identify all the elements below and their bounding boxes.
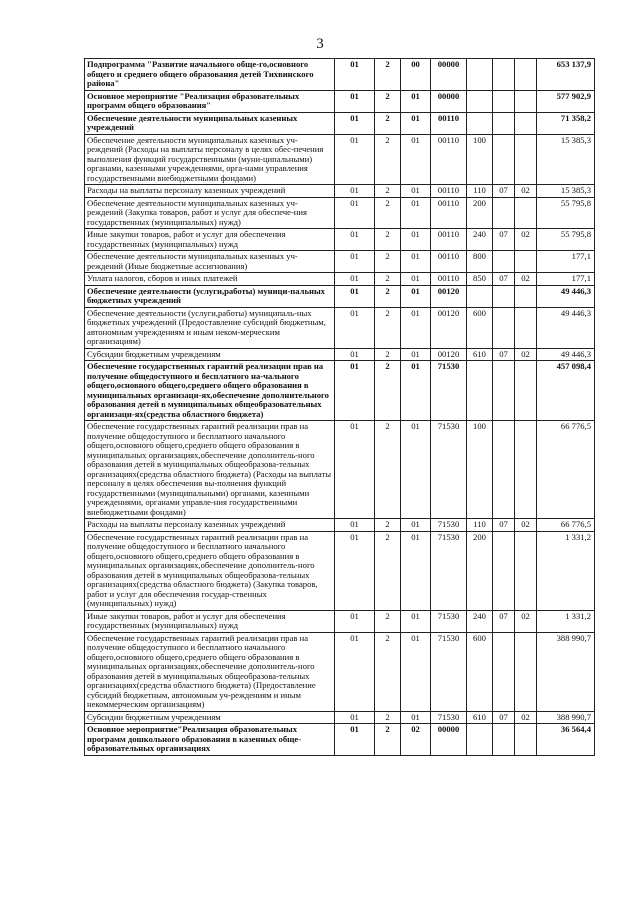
row-name: Обеспечение деятельности муниципальных казенных уч-реждений (Расходы на выплаты персоналу в целях обес-печения выполнения функций государственными (муни-ципальными) органами, казенными учреждениями, орга-нами управления государственными внебюджетными фондами) <box>85 134 335 185</box>
col-direction: 71530 <box>431 711 467 724</box>
col-subprogram: 2 <box>375 112 401 134</box>
col-event: 01 <box>401 251 431 273</box>
col-section <box>493 197 515 229</box>
col-subsection: 02 <box>515 610 537 632</box>
col-section: 07 <box>493 519 515 532</box>
col-program: 01 <box>335 197 375 229</box>
col-event: 01 <box>401 632 431 711</box>
row-name: Обеспечение деятельности муниципальных казенных учреждений <box>85 112 335 134</box>
row-amount: 1 331,2 <box>537 610 595 632</box>
table-row <box>85 251 595 273</box>
row-name: Обеспечение деятельности (услуги,работы) муниципаль-ных бюджетных учреждений (Предоставление субсидий бюджетным, автономным учреждениям и иным неком-мерческим организациям) <box>85 307 335 348</box>
col-subprogram: 2 <box>375 610 401 632</box>
row-amount: 55 795,8 <box>537 197 595 229</box>
table-row <box>85 185 595 198</box>
col-expense-type: 600 <box>467 307 493 348</box>
row-amount: 457 098,4 <box>537 361 595 421</box>
col-subprogram: 2 <box>375 59 401 91</box>
col-section <box>493 361 515 421</box>
col-section <box>493 285 515 307</box>
col-subsection: 02 <box>515 348 537 361</box>
table-row <box>85 361 595 421</box>
col-event: 02 <box>401 724 431 756</box>
col-program: 01 <box>335 273 375 286</box>
col-event: 01 <box>401 90 431 112</box>
col-expense-type <box>467 361 493 421</box>
col-event: 01 <box>401 112 431 134</box>
row-name: Обеспечение государственных гарантий реализации прав на получение общедоступного и бесплатного на-чального общего,основного общего,среднего общего образования в муниципальных организаци-ях,обеспечение дополнительного образования детей в муниципальных общеобразовательных организаци-ях(средства областного бюджета) <box>85 361 335 421</box>
col-section: 07 <box>493 348 515 361</box>
table-row <box>85 632 595 711</box>
col-expense-type: 610 <box>467 348 493 361</box>
col-program: 01 <box>335 348 375 361</box>
col-section: 07 <box>493 229 515 251</box>
col-subsection: 02 <box>515 185 537 198</box>
table-row <box>85 134 595 185</box>
col-event: 01 <box>401 610 431 632</box>
col-section <box>493 307 515 348</box>
col-subsection: 02 <box>515 711 537 724</box>
col-expense-type: 200 <box>467 197 493 229</box>
col-event: 01 <box>401 134 431 185</box>
col-direction: 71530 <box>431 531 467 610</box>
col-subsection <box>515 59 537 91</box>
col-section: 07 <box>493 273 515 286</box>
col-section: 07 <box>493 711 515 724</box>
col-expense-type <box>467 724 493 756</box>
table-row <box>85 273 595 286</box>
row-amount: 653 137,9 <box>537 59 595 91</box>
col-event: 01 <box>401 307 431 348</box>
row-amount: 388 990,7 <box>537 632 595 711</box>
col-section: 07 <box>493 185 515 198</box>
col-subprogram: 2 <box>375 632 401 711</box>
row-name: Расходы на выплаты персоналу казенных учреждений <box>85 519 335 532</box>
col-subprogram: 2 <box>375 229 401 251</box>
row-amount: 49 446,3 <box>537 348 595 361</box>
col-subprogram: 2 <box>375 519 401 532</box>
col-subprogram: 2 <box>375 251 401 273</box>
table-row <box>85 59 595 91</box>
col-subsection: 02 <box>515 273 537 286</box>
col-subsection <box>515 361 537 421</box>
table-row <box>85 531 595 610</box>
col-program: 01 <box>335 531 375 610</box>
col-section <box>493 112 515 134</box>
table-row <box>85 724 595 756</box>
row-amount: 71 358,2 <box>537 112 595 134</box>
col-expense-type <box>467 112 493 134</box>
table-row <box>85 285 595 307</box>
col-program: 01 <box>335 421 375 519</box>
row-amount: 577 902,9 <box>537 90 595 112</box>
col-subsection <box>515 197 537 229</box>
col-program: 01 <box>335 724 375 756</box>
col-subprogram: 2 <box>375 711 401 724</box>
col-program: 01 <box>335 251 375 273</box>
row-name: Уплата налогов, сборов и иных платежей <box>85 273 335 286</box>
col-event: 01 <box>401 519 431 532</box>
table-row <box>85 229 595 251</box>
col-subsection <box>515 531 537 610</box>
col-subprogram: 2 <box>375 185 401 198</box>
col-subprogram: 2 <box>375 348 401 361</box>
row-name: Обеспечение государственных гарантий реализации прав на получение общедоступного и бесплатного начального общего,основного общего,среднего общего образования в муниципальных организациях,обеспечение дополнитель-ного образования детей в муниципальных общеобразова-тельных организациях(средства областного бюджета) (Расходы на выплаты персоналу в целях обеспечения вы-полнения функций государственными (муниципальными) органами, казенными учреждениями, органами управле-ния государственными внебюджетными фондами) <box>85 421 335 519</box>
row-amount: 49 446,3 <box>537 307 595 348</box>
col-subsection <box>515 421 537 519</box>
col-expense-type <box>467 59 493 91</box>
row-amount: 177,1 <box>537 251 595 273</box>
col-expense-type: 110 <box>467 185 493 198</box>
col-direction: 00110 <box>431 229 467 251</box>
row-amount: 66 776,5 <box>537 519 595 532</box>
col-program: 01 <box>335 307 375 348</box>
col-direction: 71530 <box>431 519 467 532</box>
col-event: 01 <box>401 273 431 286</box>
col-section <box>493 134 515 185</box>
row-name: Субсидии бюджетным учреждениям <box>85 711 335 724</box>
row-amount: 36 564,4 <box>537 724 595 756</box>
col-direction: 71530 <box>431 421 467 519</box>
col-direction: 71530 <box>431 610 467 632</box>
col-direction: 00110 <box>431 273 467 286</box>
col-direction: 00120 <box>431 307 467 348</box>
col-section <box>493 531 515 610</box>
col-direction: 00120 <box>431 285 467 307</box>
row-amount: 15 385,3 <box>537 134 595 185</box>
col-expense-type: 600 <box>467 632 493 711</box>
table-row <box>85 519 595 532</box>
table-row <box>85 112 595 134</box>
col-subprogram: 2 <box>375 90 401 112</box>
col-subsection <box>515 632 537 711</box>
col-program: 01 <box>335 134 375 185</box>
row-amount: 15 385,3 <box>537 185 595 198</box>
row-name: Субсидии бюджетным учреждениям <box>85 348 335 361</box>
col-program: 01 <box>335 610 375 632</box>
table-row <box>85 610 595 632</box>
row-amount: 49 446,3 <box>537 285 595 307</box>
table-row <box>85 421 595 519</box>
col-subprogram: 2 <box>375 724 401 756</box>
col-section <box>493 90 515 112</box>
row-amount: 66 776,5 <box>537 421 595 519</box>
col-direction: 00110 <box>431 185 467 198</box>
row-amount: 388 990,7 <box>537 711 595 724</box>
col-section <box>493 632 515 711</box>
col-section: 07 <box>493 610 515 632</box>
col-event: 01 <box>401 361 431 421</box>
col-direction: 00110 <box>431 134 467 185</box>
col-event: 01 <box>401 421 431 519</box>
col-subprogram: 2 <box>375 361 401 421</box>
col-expense-type: 110 <box>467 519 493 532</box>
col-program: 01 <box>335 112 375 134</box>
table-row <box>85 90 595 112</box>
col-event: 01 <box>401 229 431 251</box>
row-name: Обеспечение государственных гарантий реализации прав на получение общедоступного и бесплатного начального общего,основного общего,среднего общего образования в муниципальных организациях,обеспечение дополнитель-ного образования детей в муниципальных общеобразова-тельных организациях(средства областного бюджета) (Предоставление субсидий бюджетным, автономным уч-реждениям и иным некоммерческим организациям) <box>85 632 335 711</box>
col-subsection <box>515 724 537 756</box>
col-expense-type: 610 <box>467 711 493 724</box>
col-subprogram: 2 <box>375 197 401 229</box>
col-direction: 00110 <box>431 251 467 273</box>
col-subsection: 02 <box>515 519 537 532</box>
col-direction: 71530 <box>431 632 467 711</box>
col-direction: 00000 <box>431 724 467 756</box>
row-name: Обеспечение деятельности муниципальных казенных уч-реждений (Закупка товаров, работ и услуг для обеспече-ния государственных (муниципальных) нужд) <box>85 197 335 229</box>
col-expense-type: 800 <box>467 251 493 273</box>
col-direction: 00120 <box>431 348 467 361</box>
col-subprogram: 2 <box>375 421 401 519</box>
col-subsection <box>515 307 537 348</box>
col-subsection <box>515 112 537 134</box>
col-program: 01 <box>335 361 375 421</box>
col-event: 01 <box>401 285 431 307</box>
col-program: 01 <box>335 285 375 307</box>
col-event: 01 <box>401 348 431 361</box>
col-event: 01 <box>401 197 431 229</box>
budget-table-body <box>85 59 595 756</box>
col-expense-type <box>467 90 493 112</box>
col-section <box>493 251 515 273</box>
col-program: 01 <box>335 711 375 724</box>
row-name: Обеспечение деятельности муниципальных казенных уч-реждений (Иные бюджетные ассигнования) <box>85 251 335 273</box>
col-direction: 71530 <box>431 361 467 421</box>
col-event: 00 <box>401 59 431 91</box>
col-section <box>493 421 515 519</box>
col-section <box>493 59 515 91</box>
col-program: 01 <box>335 519 375 532</box>
col-program: 01 <box>335 229 375 251</box>
row-amount: 1 331,2 <box>537 531 595 610</box>
col-event: 01 <box>401 711 431 724</box>
col-expense-type: 240 <box>467 229 493 251</box>
col-subsection <box>515 285 537 307</box>
row-name: Иные закупки товаров, работ и услуг для обеспечения государственных (муниципальных) нужд <box>85 229 335 251</box>
col-direction: 00110 <box>431 112 467 134</box>
col-subprogram: 2 <box>375 531 401 610</box>
table-row <box>85 348 595 361</box>
col-subsection <box>515 251 537 273</box>
col-subsection <box>515 134 537 185</box>
col-event: 01 <box>401 531 431 610</box>
col-expense-type <box>467 285 493 307</box>
row-name: Подпрограмма "Развитие начального обще-го,основного общего и среднего общего образования детей Тихвинского района" <box>85 59 335 91</box>
col-subprogram: 2 <box>375 307 401 348</box>
row-name: Основное мероприятие "Реализация образовательных программ общего образования" <box>85 90 335 112</box>
col-expense-type: 200 <box>467 531 493 610</box>
row-name: Обеспечение государственных гарантий реализации прав на получение общедоступного и бесплатного начального общего,основного общего,среднего общего образования в муниципальных организациях,обеспечение дополнитель-ного образования детей в муниципальных общеобразова-тельных организациях(средства областного бюджета) (Закупка товаров, работ и услуг для обеспечения государ-ственных (муниципальных) нужд) <box>85 531 335 610</box>
col-expense-type: 850 <box>467 273 493 286</box>
col-expense-type: 240 <box>467 610 493 632</box>
row-amount: 177,1 <box>537 273 595 286</box>
col-expense-type: 100 <box>467 421 493 519</box>
table-row <box>85 711 595 724</box>
col-subsection: 02 <box>515 229 537 251</box>
col-program: 01 <box>335 90 375 112</box>
col-subprogram: 2 <box>375 134 401 185</box>
table-row <box>85 197 595 229</box>
col-direction: 00000 <box>431 90 467 112</box>
col-program: 01 <box>335 632 375 711</box>
col-direction: 00110 <box>431 197 467 229</box>
col-event: 01 <box>401 185 431 198</box>
col-subprogram: 2 <box>375 273 401 286</box>
col-direction: 00000 <box>431 59 467 91</box>
row-amount: 55 795,8 <box>537 229 595 251</box>
col-subsection <box>515 90 537 112</box>
budget-table <box>84 58 595 756</box>
col-expense-type: 100 <box>467 134 493 185</box>
col-section <box>493 724 515 756</box>
row-name: Основное мероприятие"Реализация образовательных программ дошкольного образования в казенных обще-образовательных организациях <box>85 724 335 756</box>
col-program: 01 <box>335 185 375 198</box>
col-subprogram: 2 <box>375 285 401 307</box>
row-name: Обеспечение деятельности (услуги,работы) муници-пальных бюджетных учреждений <box>85 285 335 307</box>
table-row <box>85 307 595 348</box>
col-program: 01 <box>335 59 375 91</box>
row-name: Расходы на выплаты персоналу казенных учреждений <box>85 185 335 198</box>
row-name: Иные закупки товаров, работ и услуг для обеспечения государственных (муниципальных) нужд <box>85 610 335 632</box>
page-number: 3 <box>316 36 324 52</box>
